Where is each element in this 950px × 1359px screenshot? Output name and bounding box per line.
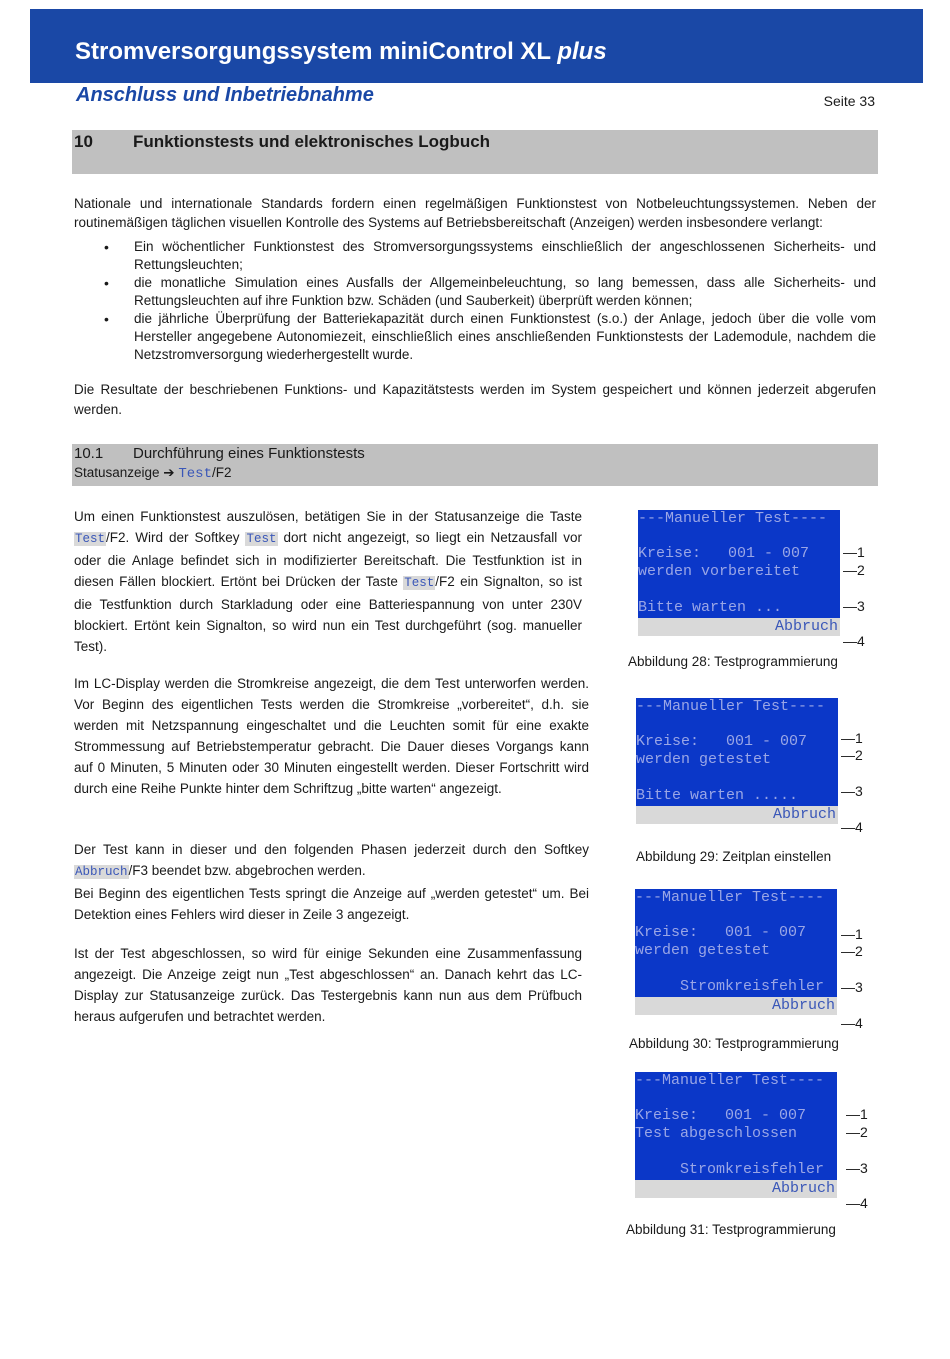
abbruch-softkey-label: Abbruch (772, 806, 836, 823)
abbruch-softkey-label: Abbruch (774, 618, 838, 635)
line-marker: —1 (841, 730, 863, 746)
lcd-display: ---Manueller Test---- Kreise: 001 - 007 werden getestet Bitte warten ..... Abbruch (636, 698, 836, 823)
lcd-display: ---Manueller Test---- Kreise: 001 - 007 werden vorbereitet Bitte warten ... Abbruch (638, 510, 838, 635)
softkey-bar (638, 618, 840, 636)
figure-caption: Abbildung 30: Testprogrammierung (629, 1036, 839, 1051)
intro-paragraph: Nationale und internationale Standards fordern einen regelmäßigen Funktionstest von Notbeleuchtungssystemen. Neben der routinemäßigen täglichen visuellen Kontrolle des Systems auf Betriebsbereitschaft (Anzeigen) werden insbesondere verlangt: (74, 196, 876, 230)
results-paragraph: Die Resultate der beschriebenen Funktions- und Kapazitätstests werden im System gespeichert und können jederzeit abgerufen werden. (74, 382, 876, 417)
paragraph-test-complete: Ist der Test abgeschlossen, so wird für einige Sekunden eine Zusammenfassung angezeigt. Die Anzeige zeigt nun „Test abgeschlossen“ an. Danach kehrt das LC-Display zur Statusanzeige zurück. Das Testergebnis kann nun aus dem Prüfbuch heraus aufgerufen und betrachtet werden. (74, 946, 582, 1024)
bullet-icon: • (104, 275, 109, 291)
section-number: 10.1 (74, 445, 104, 462)
softkey-test: Test (404, 576, 435, 590)
bullet-icon: • (104, 239, 109, 255)
softkey-test: Test (75, 532, 106, 546)
section-title: Funktionstests und elektronisches Logbuch (133, 132, 491, 151)
line-marker: —1 (846, 1106, 868, 1122)
figure-caption: Abbildung 31: Testprogrammierung (626, 1222, 836, 1237)
line-marker: —4 (841, 819, 863, 835)
softkey-bar (635, 1180, 837, 1198)
section-number: 10 (74, 132, 93, 151)
line-marker: —2 (843, 562, 865, 578)
bullet-icon: • (104, 311, 109, 327)
line-marker: —4 (841, 1015, 863, 1031)
chapter-subtitle: Anschluss und Inbetriebnahme (76, 84, 374, 106)
line-marker: —3 (846, 1160, 868, 1176)
softkey-abbruch: Abbruch (75, 865, 128, 879)
list-item: • die jährliche Überprüfung der Batteriekapazität durch einen Funktionstest (s.o.) der Anlage, jedoch über die volle vom Hersteller angegebene Autonomiezeit, einschließlich eines anschließenden Funktionstests der Lademodule, nachdem die Netzstromversorgung wiederhergestellt wurde. (104, 311, 876, 362)
line-marker: —2 (841, 747, 863, 763)
figure-caption: Abbildung 28: Testprogrammierung (628, 654, 838, 669)
requirements-list (74, 238, 876, 364)
line-marker: —4 (846, 1195, 868, 1211)
line-marker: —2 (841, 943, 863, 959)
softkey-bar (635, 997, 837, 1015)
section-title: Durchführung eines Funktionstests (133, 445, 365, 462)
line-marker: —1 (841, 926, 863, 942)
list-item: • die monatliche Simulation eines Ausfalls der Allgemeinbeleuchtung, so lang bemessen, dass alle Sicherheits- und Rettungsleuchten auf ihre Funktion bzw. Schäden (und Sauberkeit) überprüft werden können; (104, 275, 876, 308)
line-marker: —2 (846, 1124, 868, 1140)
list-item: • Ein wöchentlicher Funktionstest des Stromversorgungssystems einschließlich der angeschlossenen Sicherheits- und Rettungsleuchten; (104, 239, 876, 272)
abbruch-softkey-label: Abbruch (771, 997, 835, 1014)
line-marker: —3 (841, 783, 863, 799)
test-key-label: Test (178, 466, 212, 482)
softkey-test: Test (246, 532, 277, 546)
section-10-1-heading (72, 444, 878, 486)
line-marker: —4 (843, 633, 865, 649)
line-marker: —1 (843, 544, 865, 560)
menu-path: Statusanzeige ➔ Test/F2 (74, 465, 232, 482)
section-10-heading (72, 130, 878, 174)
paragraph-lc-display: Im LC-Display werden die Stromkreise angezeigt, die dem Test unterworfen werden. Vor Beginn des eigentlichen Tests werden die Stromkreise „vorbereitet“, d.h. sie werden mit Netzspannung eingeschaltet und die Leuchten somit für eine exakte Strommessung auf Betriebstemperatur gebracht. Die Dauer dieses Vorgangs kann auf 0 Minuten, 5 Minuten oder 30 Minuten eingestellt werden. Dieser Fortschritt wird durch eine Reihe Punkte hinter dem Schriftzug „bitte warten“ angezeigt. (74, 676, 589, 796)
line-marker: —3 (841, 979, 863, 995)
softkey-bar (636, 806, 838, 824)
lcd-display: ---Manueller Test---- Kreise: 001 - 007 werden getestet Stromkreisfehler Abbruch (635, 889, 835, 1014)
abbruch-softkey-label: Abbruch (771, 1180, 835, 1197)
line-marker: —3 (843, 598, 865, 614)
lcd-display: ---Manueller Test---- Kreise: 001 - 007 Test abgeschlossen Stromkreisfehler Abbruch (635, 1072, 835, 1197)
paragraph-abort: Der Test kann in dieser und den folgenden Phasen jederzeit durch den Softkey Abbruch/F3 beendet bzw. abgebrochen werden. Bei Beginn des eigentlichen Tests springt die Anzeige auf „werden getestet“ um. Bei Detektion eines Fehlers wird dieser in Zeile 3 angezeigt. (74, 842, 589, 922)
figure-caption: Abbildung 29: Zeitplan einstellen (636, 849, 832, 864)
page-number: Seite 33 (823, 93, 875, 109)
paragraph-trigger-test: Um einen Funktionstest auszulösen, betätigen Sie in der Statusanzeige die Taste Test/F2. Wird der Softkey Test dort nicht angezeigt, so liegt ein Netzausfall vor oder die Anlage befindet sich in modifizierter Bereitschaft. Die Testfunktion ist in diesen Fällen blockiert. Ertönt bei Drücken der Taste Test/F2 ein Signalton, so ist die Testfunktion durch Starkladung oder eine Batteriespannung von unter 230V blockiert. Ertönt kein Signalton, so wird nun ein Test durchgeführt (sog. manueller Test). (74, 509, 583, 654)
document-title: Stromversorgungssystem miniControl XL plus (75, 38, 607, 65)
